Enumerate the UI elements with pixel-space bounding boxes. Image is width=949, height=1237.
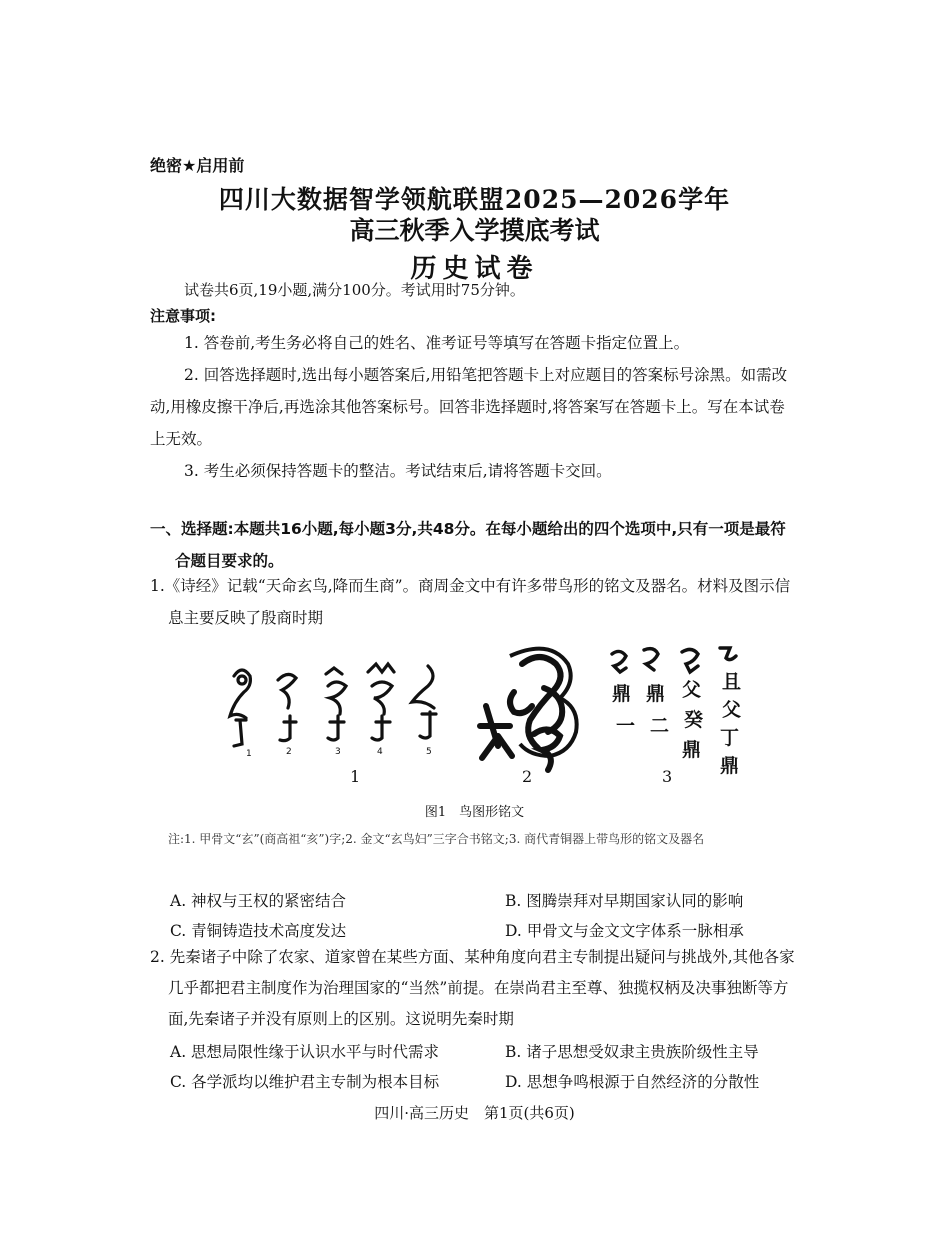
note-item-1: 1. 答卷前,考生务必将自己的姓名、准考证号等填写在答题卡指定位置上。 — [184, 334, 690, 352]
exam-info: 试卷共6页,19小题,满分100分。考试用时75分钟。 — [184, 281, 525, 299]
figure-part-label-2: 2 — [522, 767, 533, 786]
figure-1-note: 注:1. 甲骨文“玄”(商高祖“亥”)字;2. 金文“玄鸟妇”三字合书铭文;3. 商代青铜器上带鸟形的铭文及器名 — [168, 832, 705, 846]
part3-glyph-11: 鼎 — [720, 755, 740, 777]
q2-option-a[interactable]: A. 思想局限性缘于认识水平与时代需求 — [170, 1043, 440, 1061]
q1-option-b[interactable]: B. 图腾崇拜对早期国家认同的影响 — [505, 892, 744, 910]
q1-option-c[interactable]: C. 青铜铸造技术高度发达 — [170, 922, 347, 940]
secret-label: 绝密★启用前 — [150, 156, 245, 175]
figure-1-bird-inscriptions — [204, 636, 764, 790]
q2-option-b[interactable]: B. 诸子思想受奴隶主贵族阶级性主导 — [505, 1043, 759, 1061]
exam-subtitle: 高三秋季入学摸底考试 — [349, 216, 600, 245]
section1-heading: 一、选择题:本题共16小题,每小题3分,共48分。在每小题给出的四个选项中,只有一项是最符合题目要求的。 — [150, 520, 786, 570]
figure-1-caption: 图1 鸟图形铭文 — [424, 805, 525, 820]
figure-part-label-1: 1 — [350, 767, 361, 786]
q1-option-a[interactable]: A. 神权与王权的紧密结合 — [170, 892, 347, 910]
part3-glyph-1: 鼎 — [612, 683, 632, 705]
part3-glyph-2: 一 — [616, 715, 636, 737]
part1-label-5: 5 — [426, 747, 432, 757]
note-item-2: 2. 回答选择题时,选出每小题答案后,用铅笔把答题卡上对应题目的答案标号涂黑。如需改动,用橡皮擦干净后,再选涂其他答案标号。回答非选择题时,将答案写在答题卡上。写在本试卷上无效。 — [150, 366, 788, 448]
q2-option-c[interactable]: C. 各学派均以维护君主专制为根本目标 — [170, 1073, 440, 1091]
part1-label-2: 2 — [286, 747, 292, 757]
part3-glyph-4: 二 — [650, 715, 670, 737]
part3-glyph-5: 父 — [682, 679, 702, 701]
part3-glyph-10: 丁 — [720, 727, 740, 749]
figure-part-label-3: 3 — [662, 767, 673, 786]
subject-title: 历史试卷 — [410, 254, 539, 284]
notes-heading: 注意事项: — [150, 307, 216, 325]
page-footer: 四川·高三历史 第1页(共6页) — [374, 1104, 575, 1122]
question-2-stem: 2. 先秦诸子中除了农家、道家曾在某些方面、某种角度向君主专制提出疑问与挑战外,其他各家几乎都把君主制度作为治理国家的“当然”前提。在崇尚君主至尊、独揽权柄及决事独断等方面,先秦诸子并没有原则上的区别。这说明先秦时期 — [150, 948, 795, 1028]
exam-title: 四川大数据智学领航联盟2025—2026学年 — [218, 185, 731, 214]
note-item-3: 3. 考生必须保持答题卡的整洁。考试结束后,请将答题卡交回。 — [184, 462, 612, 480]
part3-glyph-7: 鼎 — [682, 739, 702, 761]
part3-glyph-3: 鼎 — [646, 683, 666, 705]
bird-inscription-drawing — [204, 636, 764, 786]
part1-label-1: 1 — [246, 749, 252, 759]
q2-option-d[interactable]: D. 思想争鸣根源于自然经济的分散性 — [505, 1073, 760, 1091]
question-1-stem: 1.《诗经》记载“天命玄鸟,降而生商”。商周金文中有许多带鸟形的铭文及器名。材料及图示信息主要反映了殷商时期 — [150, 577, 791, 627]
part3-glyph-9: 父 — [722, 699, 742, 721]
part3-glyph-8: 且 — [722, 671, 742, 693]
part1-label-4: 4 — [377, 747, 383, 757]
part1-label-3: 3 — [335, 747, 341, 757]
part3-glyph-6: 癸 — [684, 709, 704, 731]
q1-option-d[interactable]: D. 甲骨文与金文文字体系一脉相承 — [505, 922, 744, 940]
